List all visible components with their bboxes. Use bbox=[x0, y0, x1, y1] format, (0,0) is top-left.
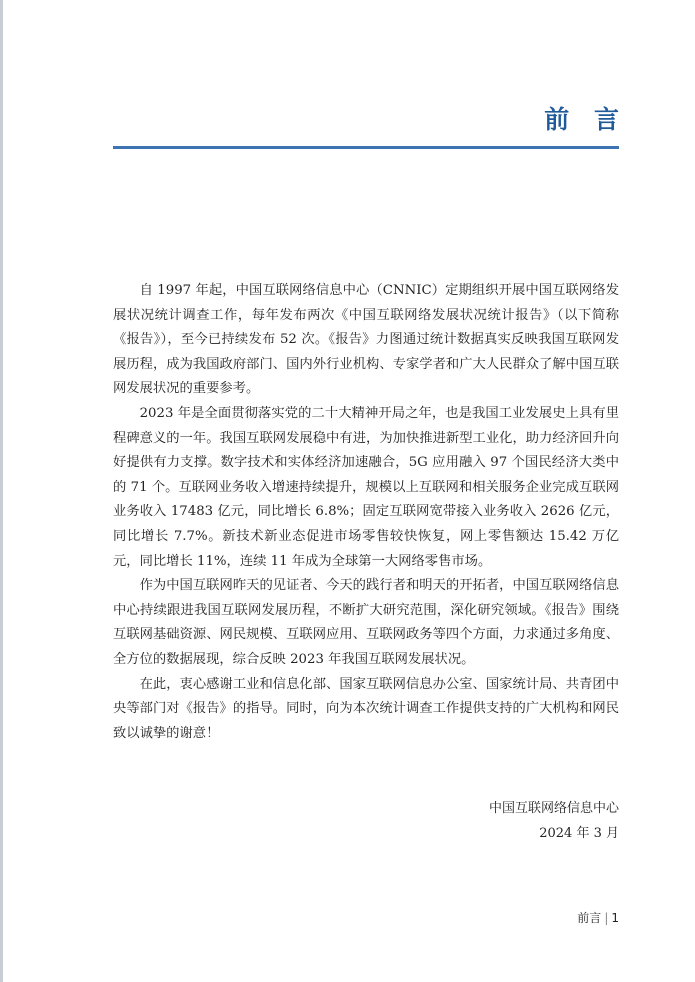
paragraph-2: 2023 年是全面贯彻落实党的二十大精神开局之年，也是我国工业发展史上具有里程碑意义的一年。我国互联网发展稳中有进，为加快推进新型工业化，助力经济回升向好提供有力支撑。数字技术和实体经济加速融合，5G 应用融入 97 个国民经济大类中的 71 个。互联网业务收入增速持续提升，规模以上互联网和相关服务企业完成互联网业务收入 17483 亿元，同比增长 6.8%；固定互联网宽带接入业务收入 2626 亿元，同比增长 7.7%。新技术新业态促进市场零售较快恢复，网上零售额达 15.42 万亿元，同比增长 11%，连续 11 年成为全球第一大网络零售市场。 bbox=[113, 405, 619, 569]
page-title: 前 言 bbox=[544, 105, 627, 134]
document-page bbox=[113, 0, 627, 982]
signature-organization: 中国互联网络信息中心 bbox=[488, 801, 619, 816]
signature-block bbox=[489, 797, 619, 846]
footer-section-label: 前言 bbox=[577, 911, 602, 925]
page-edge-rule bbox=[0, 0, 3, 982]
signature-date: 2024 年 3 月 bbox=[539, 825, 619, 841]
paragraph-4: 在此，衷心感谢工业和信息化部、国家互联网信息办公室、国家统计局、共青团中央等部门对《报告》的指导。同时，向为本次统计调查工作提供支持的广大机构和网民致以诚挚的谢意！ bbox=[113, 676, 619, 741]
page-footer bbox=[577, 909, 619, 926]
paragraph-3: 作为中国互联网昨天的见证者、今天的践行者和明天的开拓者，中国互联网络信息中心持续跟进我国互联网发展历程，不断扩大研究范围，深化研究领域。《报告》围绕互联网基础资源、网民规模、互联网应用、互联网政务等四个方面，力求通过多角度、全方位的数据展现，综合反映 2023 年我国互联网发展状况。 bbox=[113, 578, 619, 667]
page-number: 1 bbox=[611, 911, 619, 925]
paragraph-1: 自 1997 年起，中国互联网络信息中心（CNNIC）定期组织开展中国互联网络发展状况统计调查工作，每年发布两次《中国互联网络发展状况统计报告》（以下简称《报告》），至今已持续发布 52 次。《报告》力图通过统计数据真实反映我国互联网发展历程，成为我国政府部门、国内外行业机构、专家学者和广大人民群众了解中国互联网发展状况的重要参考。 bbox=[113, 283, 619, 397]
preface-body bbox=[113, 279, 619, 746]
title-underline bbox=[113, 146, 619, 149]
footer-separator: | bbox=[604, 911, 609, 925]
